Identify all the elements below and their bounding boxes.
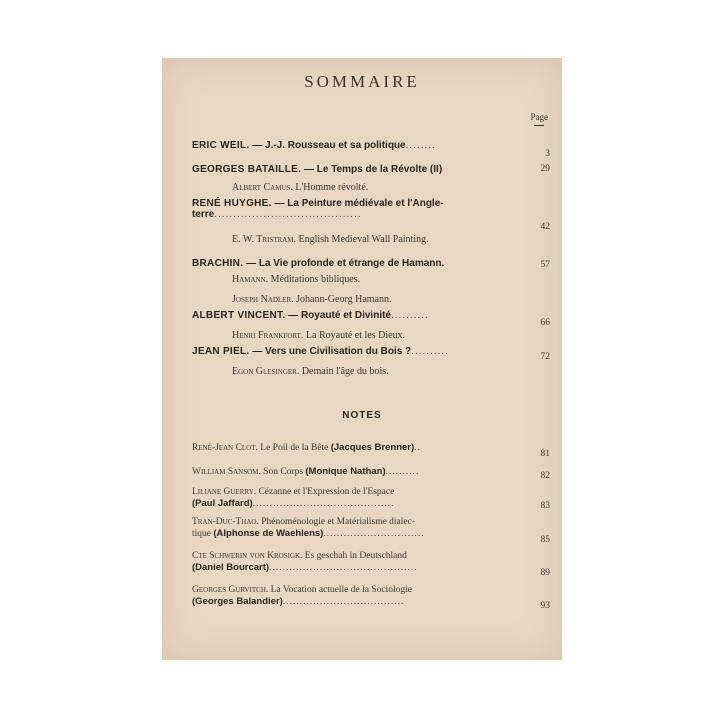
sub-entry <box>232 366 532 378</box>
note-page: 89 <box>540 568 550 578</box>
note-title: Cézanne et l'Expression de l'Espace <box>256 487 395 497</box>
note-reviewer: (Monique Nathan) <box>305 466 386 477</box>
note-author: Cte Schwerin von Krosigk. <box>192 551 303 561</box>
entry-title: — La Peinture médiévale et l'Angle- <box>271 198 444 209</box>
note-page: 85 <box>540 535 550 545</box>
note-entry <box>192 584 550 611</box>
toc-entry <box>192 164 550 175</box>
note-leader: .. <box>414 443 421 453</box>
toc-entry <box>192 346 550 362</box>
note-reviewer: (Georges Balandier) <box>192 596 283 607</box>
note-leader: ............................................ <box>269 563 418 573</box>
note-leader: .................................... <box>282 597 405 607</box>
sub-author: E. W. Tristram. <box>232 234 296 245</box>
note-page: 82 <box>540 471 550 481</box>
sub-author: Hamann. <box>232 274 269 285</box>
entry-title: — Royauté et Divinité <box>285 310 391 321</box>
note-author: Tran-Duc-Thao. <box>192 517 259 527</box>
sub-author: Joseph Nadler. <box>232 294 294 305</box>
entry-leader: ....................................... <box>214 209 362 220</box>
note-title: Son Corps <box>260 467 304 477</box>
sub-entry <box>232 274 532 286</box>
toc-entry <box>192 140 550 159</box>
entry-page: 72 <box>540 352 550 362</box>
sub-entry <box>232 182 532 194</box>
note-leader: .......................................... <box>252 499 395 509</box>
entry-page: 57 <box>540 260 550 270</box>
sub-title: English Medieval Wall Painting. <box>296 234 429 245</box>
toc-entry <box>192 198 550 232</box>
note-title: Phénoménologie et Matérialisme dialec- <box>258 517 416 527</box>
entry-page: 66 <box>540 318 550 328</box>
page-title: SOMMAIRE <box>304 72 420 91</box>
entry-leader: .......... <box>411 346 449 357</box>
sub-title: Demain l'âge du bois. <box>299 366 389 377</box>
note-reviewer: (Alphonse de Waehlens) <box>213 528 324 539</box>
notes-heading: NOTES <box>342 410 382 421</box>
entry-author: ALBERT VINCENT. <box>192 310 286 321</box>
sub-title: La Royauté et les Dieux. <box>303 330 406 341</box>
note-reviewer: (Jacques Brenner) <box>330 442 415 453</box>
sub-entry <box>232 330 532 342</box>
entry-title: — Le Temps de la Révolte (II) <box>301 164 443 175</box>
note-leader: .......... <box>385 467 420 477</box>
note-entry <box>192 516 550 545</box>
note-title: La Vocation actuelle de la Sociologie <box>268 585 412 595</box>
note-entry <box>192 442 550 459</box>
toc-entry <box>192 258 550 269</box>
toc-entry <box>192 310 550 328</box>
page-label-rule <box>534 125 544 126</box>
entry-page: 3 <box>545 149 550 159</box>
note-author: Liliane Guerry. <box>192 487 257 497</box>
sub-title: L'Homme révolté. <box>292 182 369 193</box>
entry-author: JEAN PIEL. <box>192 346 250 357</box>
note-entry <box>192 550 550 578</box>
book-page <box>162 58 562 660</box>
sub-author: Albert Camus. <box>232 182 293 193</box>
entry-author: BRACHIN. <box>192 258 244 269</box>
entry-title: — La Vie profonde et étrange de Hamann. <box>243 258 445 269</box>
note-reviewer: (Daniel Bourcart) <box>192 562 270 573</box>
note-title: Le Poil de la Bête <box>257 443 329 453</box>
note-author: Georges Gurvitch. <box>192 585 269 595</box>
note-page: 83 <box>540 501 550 511</box>
note-entry <box>192 466 550 481</box>
entry-title-cont: terre <box>192 209 215 220</box>
note-title: Es geschah in Deutschland <box>302 551 407 561</box>
note-page: 93 <box>540 601 550 611</box>
sub-author: Egon Glesinger. <box>232 366 300 377</box>
entry-author: RENÉ HUYGHE. <box>192 198 272 209</box>
entry-page: 29 <box>540 164 550 174</box>
note-leader: .............................. <box>323 529 425 539</box>
sub-entry <box>232 294 532 306</box>
note-author: René-Jean Clot. <box>192 443 258 453</box>
entry-leader: .......... <box>390 310 429 321</box>
sub-author: Henri Frankfort. <box>232 330 304 341</box>
entry-title: — J.-J. Rousseau et sa politique <box>249 140 406 151</box>
page-column-header <box>531 112 549 126</box>
sub-title: Méditations bibliques. <box>268 274 361 285</box>
entry-author: GEORGES BATAILLE. <box>192 164 302 175</box>
entry-page: 42 <box>540 222 550 232</box>
note-title-cont: tique <box>192 529 211 539</box>
sub-entry <box>232 234 532 246</box>
note-reviewer: (Paul Jaffard) <box>192 498 253 509</box>
note-author: William Sansom. <box>192 467 261 477</box>
sub-title: Johann-Georg Hamann. <box>293 294 392 305</box>
entry-author: ERIC WEIL. <box>192 140 250 151</box>
entry-title: — Vers une Civilisation du Bois ? <box>249 346 412 357</box>
entry-leader: ........ <box>405 140 436 151</box>
note-page: 81 <box>540 449 550 459</box>
note-entry <box>192 486 550 510</box>
page-label: Page <box>530 112 548 122</box>
